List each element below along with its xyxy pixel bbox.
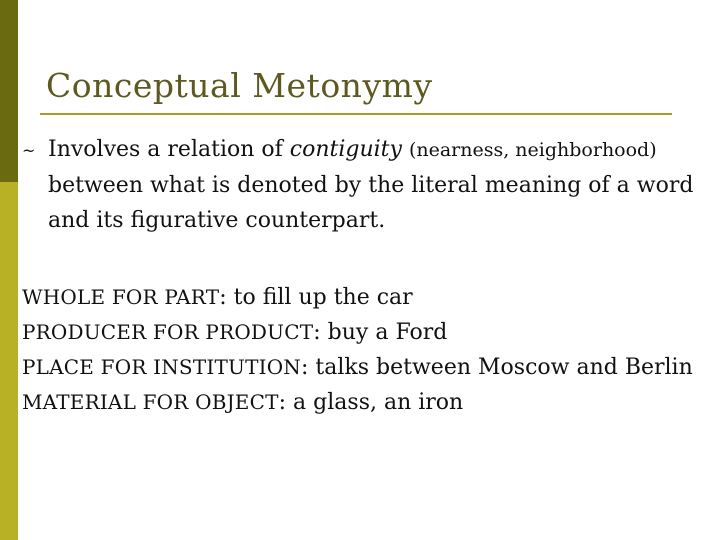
definition-text-rest: between what is denoted by the literal meaning of a word and its figurative counterpart. bbox=[48, 173, 694, 233]
slide-title: Conceptual Metonymy bbox=[46, 66, 433, 105]
bullet-marker: ~ bbox=[22, 141, 36, 160]
definition-bullet bbox=[48, 132, 698, 238]
accent-bar-dark-segment bbox=[0, 0, 18, 182]
example-text: : buy a Ford bbox=[313, 320, 448, 345]
example-list bbox=[22, 280, 702, 420]
example-text: : to fill up the car bbox=[219, 285, 413, 310]
definition-text-start: Involves a relation of bbox=[48, 137, 290, 162]
accent-bar-light-segment bbox=[0, 182, 18, 540]
example-item bbox=[22, 315, 702, 350]
example-category: PLACE FOR INSTITUTION bbox=[22, 355, 302, 379]
example-category: MATERIAL FOR OBJECT bbox=[22, 390, 279, 414]
example-item bbox=[22, 280, 702, 315]
example-text: : talks between Moscow and Berlin bbox=[301, 355, 693, 380]
definition-emphasis: contiguity bbox=[289, 137, 402, 162]
example-category: PRODUCER FOR PRODUCT bbox=[22, 320, 314, 344]
example-category: WHOLE FOR PART bbox=[22, 285, 220, 309]
left-accent-bar bbox=[0, 0, 18, 540]
example-item bbox=[22, 385, 702, 420]
title-underline bbox=[40, 113, 672, 115]
example-item bbox=[22, 350, 702, 385]
definition-parenthetical: (nearness, neighborhood) bbox=[408, 139, 657, 161]
example-text: : a glass, an iron bbox=[278, 390, 464, 415]
